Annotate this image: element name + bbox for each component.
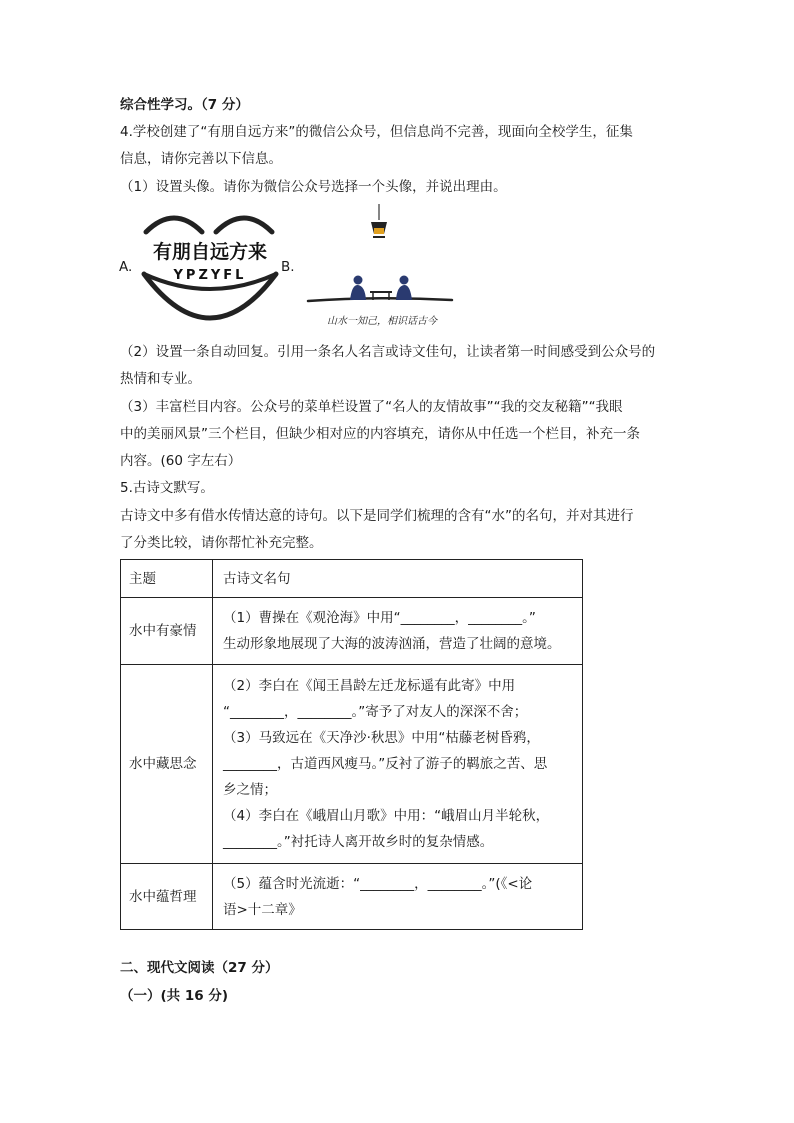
question-4-1: （1）设置头像。请你为微信公众号选择一个头像，并说出理由。: [120, 179, 507, 195]
table-row: [121, 665, 583, 864]
poetry-line: 生动形象地展现了大海的波涛汹涌，营造了壮阔的意境。: [223, 636, 561, 652]
table-header-lines: 古诗文名句: [213, 560, 583, 598]
section-title-modern-reading: 二、现代文阅读（27 分）: [120, 960, 279, 976]
poetry-line: 语>十二章》: [223, 901, 302, 918]
logo-a-image: [136, 212, 284, 330]
table-header-theme: 主题: [121, 560, 213, 598]
logo-a-text: 有朋自远方来: [152, 241, 268, 263]
option-a-label: A.: [119, 259, 133, 275]
question-4-line-2: 信息，请你完善以下信息。: [120, 151, 282, 167]
question-4-3-line-2: 中的美丽风景”三个栏目，但缺少相对应的内容填充，请你从中任选一个栏目，补充一条: [120, 426, 640, 442]
question-5-title: 5.古诗文默写。: [120, 480, 214, 496]
poetry-line: （2）李白在《闻王昌龄左迁龙标遥有此寄》中用: [223, 678, 516, 694]
poetry-line: 乡之情；: [223, 782, 277, 798]
section-title-comprehensive: 综合性学习。（7 分）: [120, 97, 249, 113]
table-row-theme: 水中有豪情: [121, 598, 213, 665]
question-5-intro-line-2: 了分类比较，请你帮忙补充完整。: [120, 535, 323, 551]
question-4-2-line-1: （2）设置一条自动回复。引用一条名人名言或诗文佳句，让读者第一时间感受到公众号的: [120, 344, 656, 360]
logo-b-image: [300, 204, 460, 332]
poetry-line: （3）马致远在《天净沙·秋思》中用“枯藤老树昏鸦，: [223, 730, 540, 746]
table-row-lines: [213, 598, 583, 665]
poetry-table: [120, 559, 583, 930]
poetry-line: ________，古道西风瘦马。”反衬了游子的羁旅之苦、思: [223, 756, 548, 772]
table-row-lines: [213, 665, 583, 864]
table-row-theme: 水中藏思念: [121, 665, 213, 864]
table-row-lines: [213, 864, 583, 930]
poetry-line: （5）蕴含时光流逝：“________，________。”(《<论: [223, 875, 533, 892]
section-subtitle-part-1: （一）(共 16 分): [120, 988, 229, 1004]
logo-a-letters: YPZYFL: [173, 268, 247, 283]
table-row-theme: 水中蕴哲理: [121, 864, 213, 930]
question-4-3-line-3: 内容。(60 字左右）: [120, 453, 242, 469]
question-5-intro-line-1: 古诗文中多有借水传情达意的诗句。以下是同学们梳理的含有“水”的名句，并对其进行: [120, 508, 634, 524]
poetry-line: “________，________。”寄予了对友人的深深不舍；: [223, 704, 528, 720]
logo-b-caption: 山水一知己，相识话古今: [327, 316, 437, 327]
poetry-line: （1）曹操在《观沧海》中用“________，________。”: [223, 610, 536, 626]
question-4-2-line-2: 热情和专业。: [120, 371, 201, 387]
table-row: [121, 598, 583, 665]
table-header-row: [121, 560, 583, 598]
poetry-line: ________。”衬托诗人离开故乡时的复杂情感。: [223, 834, 494, 850]
question-4-3-line-1: （3）丰富栏目内容。公众号的菜单栏设置了“名人的友情故事”“我的交友秘籍”“我眼: [120, 399, 623, 415]
option-b-label: B.: [281, 259, 295, 275]
table-row: [121, 864, 583, 930]
question-4-line-1: 4.学校创建了“有朋自远方来”的微信公众号，但信息尚不完善，现面向全校学生，征集: [120, 124, 633, 140]
poetry-line: （4）李白在《峨眉山月歌》中用：“峨眉山月半轮秋，: [223, 808, 550, 824]
